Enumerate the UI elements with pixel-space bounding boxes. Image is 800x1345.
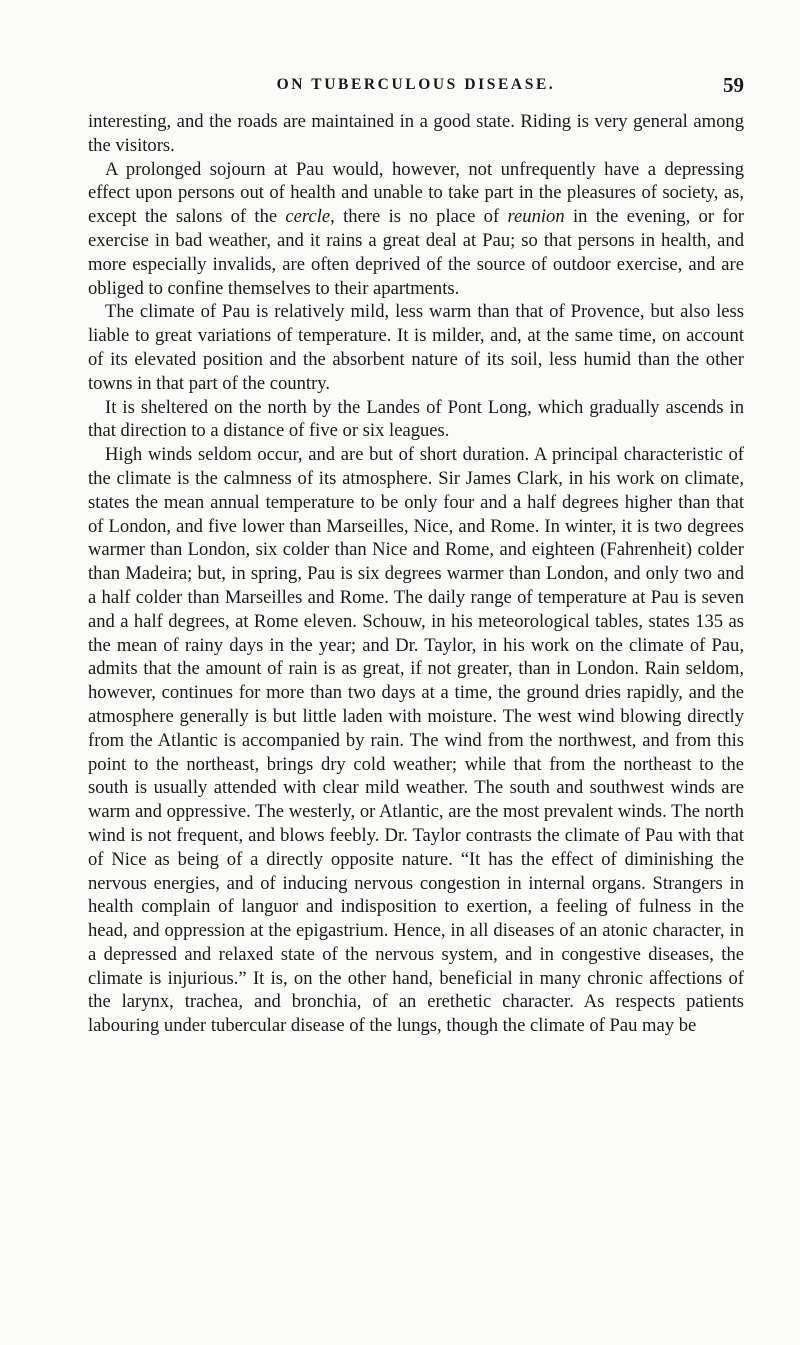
italic-term-cercle: cercle <box>285 206 331 228</box>
italic-term-reunion: reunion <box>507 206 565 228</box>
paragraph-continuation: interesting, and the roads are maintained in a good state. Riding is very general among the visitors. <box>88 111 744 156</box>
paragraph-climate: The climate of Pau is relatively mild, less warm than that of Provence, but also less liable to great variations of temperature. It is milder, and, at the same time, on account of its elevated position and the absorbent nature of its soil, less humid than the other towns in that part of the country. <box>88 301 744 394</box>
paragraph-sojourn <box>88 158 744 301</box>
text-segment: A prolonged sojourn at Pau would, however, not unfrequently have a depressing effect upon persons out of health and unable to take part in the pleasures of society, as, except the salons of the <box>88 158 744 228</box>
page-number: 59 <box>723 73 744 97</box>
running-title: ON TUBERCULOUS DISEASE. <box>276 76 556 93</box>
paragraph-sheltered: It is sheltered on the north by the Landes of Pont Long, which gradually ascends in that direction to a distance of five or six leagues. <box>88 396 744 442</box>
text-segment: , there is no place of <box>330 206 508 228</box>
body-text <box>88 110 744 1038</box>
running-head <box>88 73 744 100</box>
paragraph-winds: High winds seldom occur, and are but of short duration. A principal characteristic of the climate is the calmness of its atmosphere. Sir James Clark, in his work on climate, states the mean annual temperature to be only four and a half degrees higher than that of London, and five lower than Marseilles, Nice, and Rome. In winter, it is two degrees warmer than London, six colder than Nice and Rome, and eighteen (Fahrenheit) colder than Madeira; but, in spring, Pau is six degrees warmer than London, and only two and a half colder than Marseilles and Rome. The daily range of temperature at Pau is seven and a half degrees, at Rome eleven. Schouw, in his meteorological tables, states 135 as the mean of rainy days in the year; and Dr. Taylor, in his work on the climate of Pau, admits that the amount of rain is as great, if not greater, than in London. Rain seldom, however, continues for more than two days at a time, the ground dries rapidly, and the atmosphere generally is but little laden with moisture. The west wind blowing directly from the Atlantic is accompanied by rain. The wind from the northwest, and from this point to the northeast, brings dry cold weather; while that from the northeast to the south is usually attended with clear mild weather. The south and southwest winds are warm and oppressive. The westerly, or Atlantic, are the most prevalent winds. The north wind is not frequent, and blows feebly. Dr. Taylor contrasts the climate of Pau with that of Nice as being of a directly opposite nature. “It has the effect of diminishing the nervous energies, and of inducing nervous congestion in internal organs. Strangers in health complain of languor and indisposition to exertion, a feeling of fulness in the head, and oppression at the epigastrium. Hence, in all diseases of an atonic character, in a depressed and relaxed state of the nervous system, and in congestive diseases, the climate is injurious.” It is, on the other hand, beneficial in many chronic affections of the larynx, trachea, and bronchia, of an erethetic character. As respects patients labouring under tubercular disease of the lungs, though the climate of Pau may be <box>88 444 744 1037</box>
text-segment: in the evening, or for exercise in bad weather, and it rains a great deal at Pau; so that persons in health, and more especially invalids, are often deprived of the source of outdoor exercise, and are obliged to confine themselves to their apartments. <box>88 206 744 299</box>
